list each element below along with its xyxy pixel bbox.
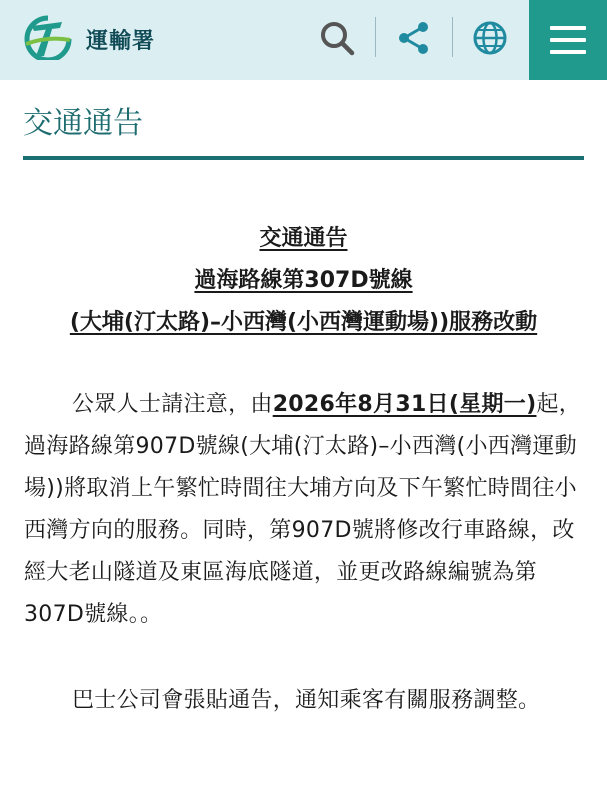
logo-icon[interactable] [22, 14, 74, 60]
notice-heading-line2: 過海路線第307D號線 [194, 268, 413, 293]
menu-icon [548, 23, 588, 57]
page-title: 交通通告 [23, 106, 143, 141]
para1-suffix: 起，過海路線第907D號線(大埔(汀太路)–小西灣(小西灣運動場))將取消上午繁忙時間往大埔方向及下午繁忙時間往小西灣方向的服務。同時，第907D號將修改行車路線，改經大老山隧道及東區海底隧道，並更改路線編號為第307D號線。。 [24, 392, 582, 627]
notice-heading-line3: (大埔(汀太路)–小西灣(小西灣運動場))服務改動 [69, 310, 538, 335]
search-icon[interactable] [315, 16, 359, 60]
top-header [0, 0, 607, 80]
notice-heading-line1: 交通通告 [259, 226, 348, 251]
share-icon[interactable] [392, 16, 436, 60]
header-divider [375, 17, 376, 57]
notice-paragraph-1 [24, 384, 583, 636]
para1-prefix: 公眾人士請注意，由 [72, 392, 273, 417]
brand-name: 運輸署 [86, 29, 156, 54]
globe-icon[interactable] [468, 16, 512, 60]
page-title-bar [23, 80, 584, 160]
menu-button[interactable] [529, 0, 607, 80]
header-divider [452, 17, 453, 57]
notice-heading [0, 218, 607, 344]
notice-paragraph-2: 巴士公司會張貼通告，通知乘客有關服務調整。 [72, 688, 541, 713]
effective-date: 2026年8月31日(星期一) [272, 392, 537, 417]
